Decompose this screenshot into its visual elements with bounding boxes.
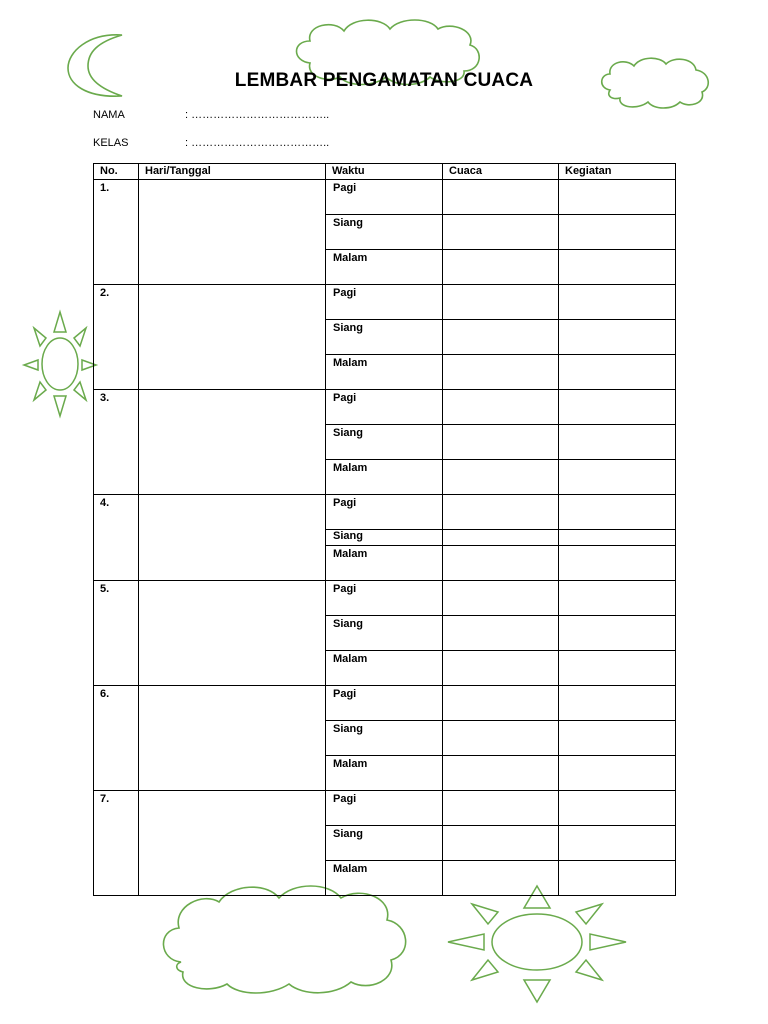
weather-cell[interactable] (443, 756, 559, 791)
sun-icon (440, 882, 635, 1006)
time-cell: Pagi (326, 390, 443, 425)
header-time: Waktu (326, 164, 443, 180)
activity-cell[interactable] (559, 721, 676, 756)
activity-cell[interactable] (559, 686, 676, 721)
date-cell[interactable] (139, 581, 326, 686)
class-value: : ……………………………….. (185, 137, 330, 149)
class-label: KELAS (93, 137, 129, 149)
header-no: No. (94, 164, 139, 180)
activity-cell[interactable] (559, 180, 676, 215)
page-title: LEMBAR PENGAMATAN CUACA (234, 70, 534, 91)
time-cell: Pagi (326, 495, 443, 530)
activity-cell[interactable] (559, 320, 676, 355)
table-row (94, 581, 676, 616)
weather-cell[interactable] (443, 581, 559, 616)
date-cell[interactable] (139, 285, 326, 390)
time-cell: Siang (326, 616, 443, 651)
activity-cell[interactable] (559, 651, 676, 686)
activity-cell[interactable] (559, 581, 676, 616)
weather-cell[interactable] (443, 355, 559, 390)
date-cell[interactable] (139, 791, 326, 896)
row-number: 7. (94, 791, 139, 896)
time-cell: Siang (326, 721, 443, 756)
activity-cell[interactable] (559, 285, 676, 320)
time-cell: Malam (326, 460, 443, 495)
date-cell[interactable] (139, 390, 326, 495)
weather-cell[interactable] (443, 686, 559, 721)
time-cell: Malam (326, 861, 443, 896)
time-cell: Siang (326, 425, 443, 460)
name-label: NAMA (93, 109, 125, 121)
time-cell: Malam (326, 546, 443, 581)
weather-cell[interactable] (443, 180, 559, 215)
weather-cell[interactable] (443, 495, 559, 530)
activity-cell[interactable] (559, 791, 676, 826)
activity-cell[interactable] (559, 390, 676, 425)
time-cell: Siang (326, 530, 443, 546)
row-number: 3. (94, 390, 139, 495)
sun-icon (20, 308, 100, 420)
weather-cell[interactable] (443, 651, 559, 686)
table-row (94, 495, 676, 530)
activity-cell[interactable] (559, 460, 676, 495)
name-value: : ……………………………….. (185, 109, 330, 121)
activity-cell[interactable] (559, 616, 676, 651)
weather-cell[interactable] (443, 285, 559, 320)
date-cell[interactable] (139, 495, 326, 581)
table-row (94, 180, 676, 215)
activity-cell[interactable] (559, 861, 676, 896)
time-cell: Siang (326, 320, 443, 355)
table-row (94, 791, 676, 826)
header-weather: Cuaca (443, 164, 559, 180)
weather-cell[interactable] (443, 460, 559, 495)
weather-cell[interactable] (443, 250, 559, 285)
date-cell[interactable] (139, 686, 326, 791)
row-number: 2. (94, 285, 139, 390)
time-cell: Pagi (326, 581, 443, 616)
time-cell: Malam (326, 355, 443, 390)
weather-cell[interactable] (443, 320, 559, 355)
cloud-icon (155, 880, 415, 998)
activity-cell[interactable] (559, 546, 676, 581)
weather-cell[interactable] (443, 861, 559, 896)
activity-cell[interactable] (559, 756, 676, 791)
header-day-date: Hari/Tanggal (139, 164, 326, 180)
activity-cell[interactable] (559, 530, 676, 546)
row-number: 1. (94, 180, 139, 285)
weather-cell[interactable] (443, 530, 559, 546)
row-number: 6. (94, 686, 139, 791)
weather-cell[interactable] (443, 546, 559, 581)
weather-cell[interactable] (443, 791, 559, 826)
table-row (94, 390, 676, 425)
observation-table (93, 163, 676, 896)
activity-cell[interactable] (559, 355, 676, 390)
time-cell: Pagi (326, 686, 443, 721)
weather-cell[interactable] (443, 425, 559, 460)
weather-cell[interactable] (443, 390, 559, 425)
weather-cell[interactable] (443, 826, 559, 861)
time-cell: Siang (326, 215, 443, 250)
header-activity: Kegiatan (559, 164, 676, 180)
activity-cell[interactable] (559, 495, 676, 530)
name-field (93, 109, 329, 121)
time-cell: Malam (326, 250, 443, 285)
time-cell: Malam (326, 651, 443, 686)
row-number: 4. (94, 495, 139, 581)
time-cell: Siang (326, 826, 443, 861)
class-field (93, 137, 329, 149)
time-cell: Pagi (326, 791, 443, 826)
weather-cell[interactable] (443, 721, 559, 756)
weather-cell[interactable] (443, 616, 559, 651)
weather-cell[interactable] (443, 215, 559, 250)
date-cell[interactable] (139, 180, 326, 285)
row-number: 5. (94, 581, 139, 686)
activity-cell[interactable] (559, 250, 676, 285)
time-cell: Pagi (326, 180, 443, 215)
table-header-row (94, 164, 676, 180)
table-row (94, 686, 676, 721)
time-cell: Pagi (326, 285, 443, 320)
activity-cell[interactable] (559, 425, 676, 460)
activity-cell[interactable] (559, 826, 676, 861)
activity-cell[interactable] (559, 215, 676, 250)
table-row (94, 285, 676, 320)
time-cell: Malam (326, 756, 443, 791)
